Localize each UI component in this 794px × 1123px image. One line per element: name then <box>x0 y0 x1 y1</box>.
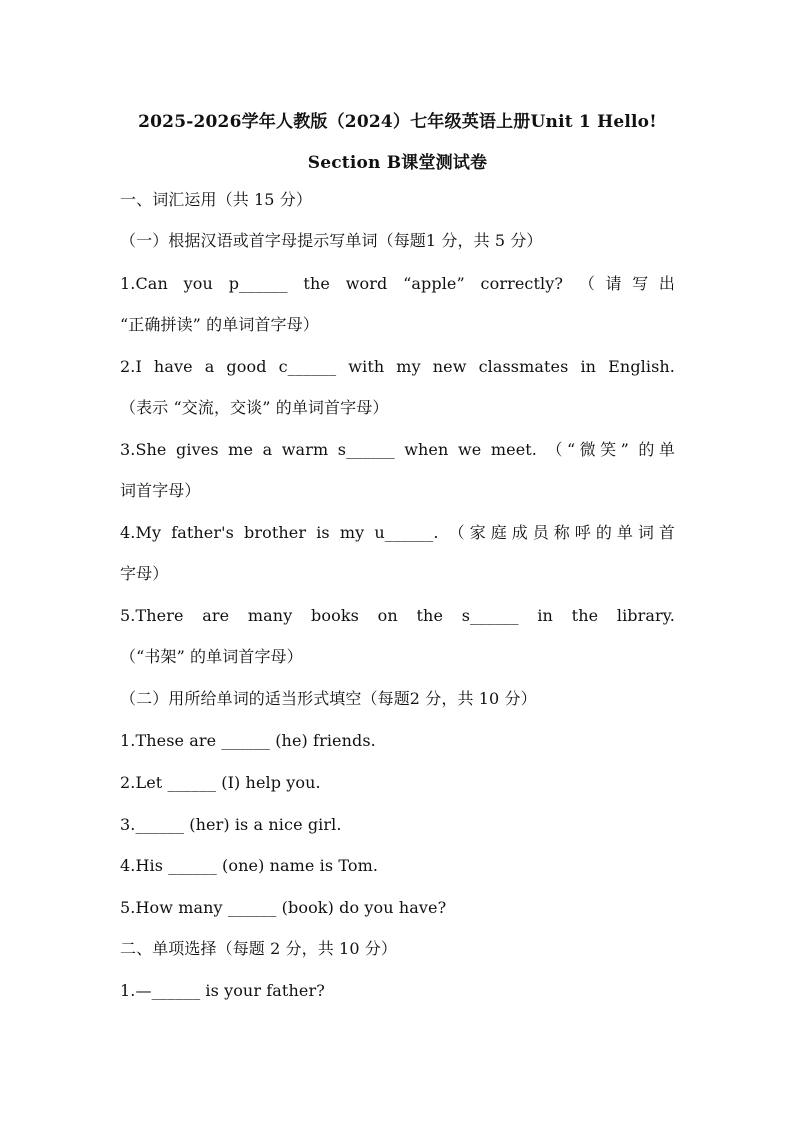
form-question-2: 2.Let ______ (I) help you. <box>120 773 321 792</box>
part1-heading: 一、词汇运用（共 15 分） <box>120 190 312 209</box>
vocab-question-2: 2.I have a good c______ with my new classmates in English. <box>120 357 675 376</box>
form-question-1: 1.These are ______ (he) friends. <box>120 731 376 750</box>
vocab-question-5-hint: （“书架” 的单词首字母） <box>120 647 303 666</box>
vocab-question-1-hint: “正确拼读” 的单词首字母） <box>120 315 319 334</box>
form-question-3: 3.______ (her) is a nice girl. <box>120 815 342 834</box>
form-question-4: 4.His ______ (one) name is Tom. <box>120 856 379 875</box>
vocab-question-3-hint: 词首字母） <box>120 481 201 500</box>
part2-heading: 二、单项选择（每题 2 分，共 10 分） <box>120 939 397 958</box>
vocab-question-5: 5.There are many books on the s______ in the library. <box>120 606 675 625</box>
vocab-question-1: 1.Can you p______ the word “apple” correctly? （请写出 <box>120 274 675 293</box>
vocab-question-3: 3.She gives me a warm s______ when we meet. （“微笑” 的单 <box>120 440 675 459</box>
part1-sub2-heading: （二）用所给单词的适当形式填空（每题2 分，共 10 分） <box>120 689 537 708</box>
part1-sub1-heading: （一）根据汉语或首字母提示写单词（每题1 分，共 5 分） <box>120 231 543 250</box>
vocab-question-4-hint: 字母） <box>120 564 169 583</box>
exam-title-line-1: 2025-2026学年人教版（2024）七年级英语上册Unit 1 Hello! <box>138 112 657 132</box>
vocab-question-4: 4.My father's brother is my u______. （家庭成员称呼的单词首 <box>120 523 675 542</box>
form-question-5: 5.How many ______ (book) do you have? <box>120 898 447 917</box>
exam-title-line-2: Section B课堂测试卷 <box>307 153 488 173</box>
vocab-question-2-hint: （表示 “交流，交谈” 的单词首字母） <box>120 398 389 417</box>
choice-question-1: 1.—______ is your father? <box>120 981 325 1000</box>
